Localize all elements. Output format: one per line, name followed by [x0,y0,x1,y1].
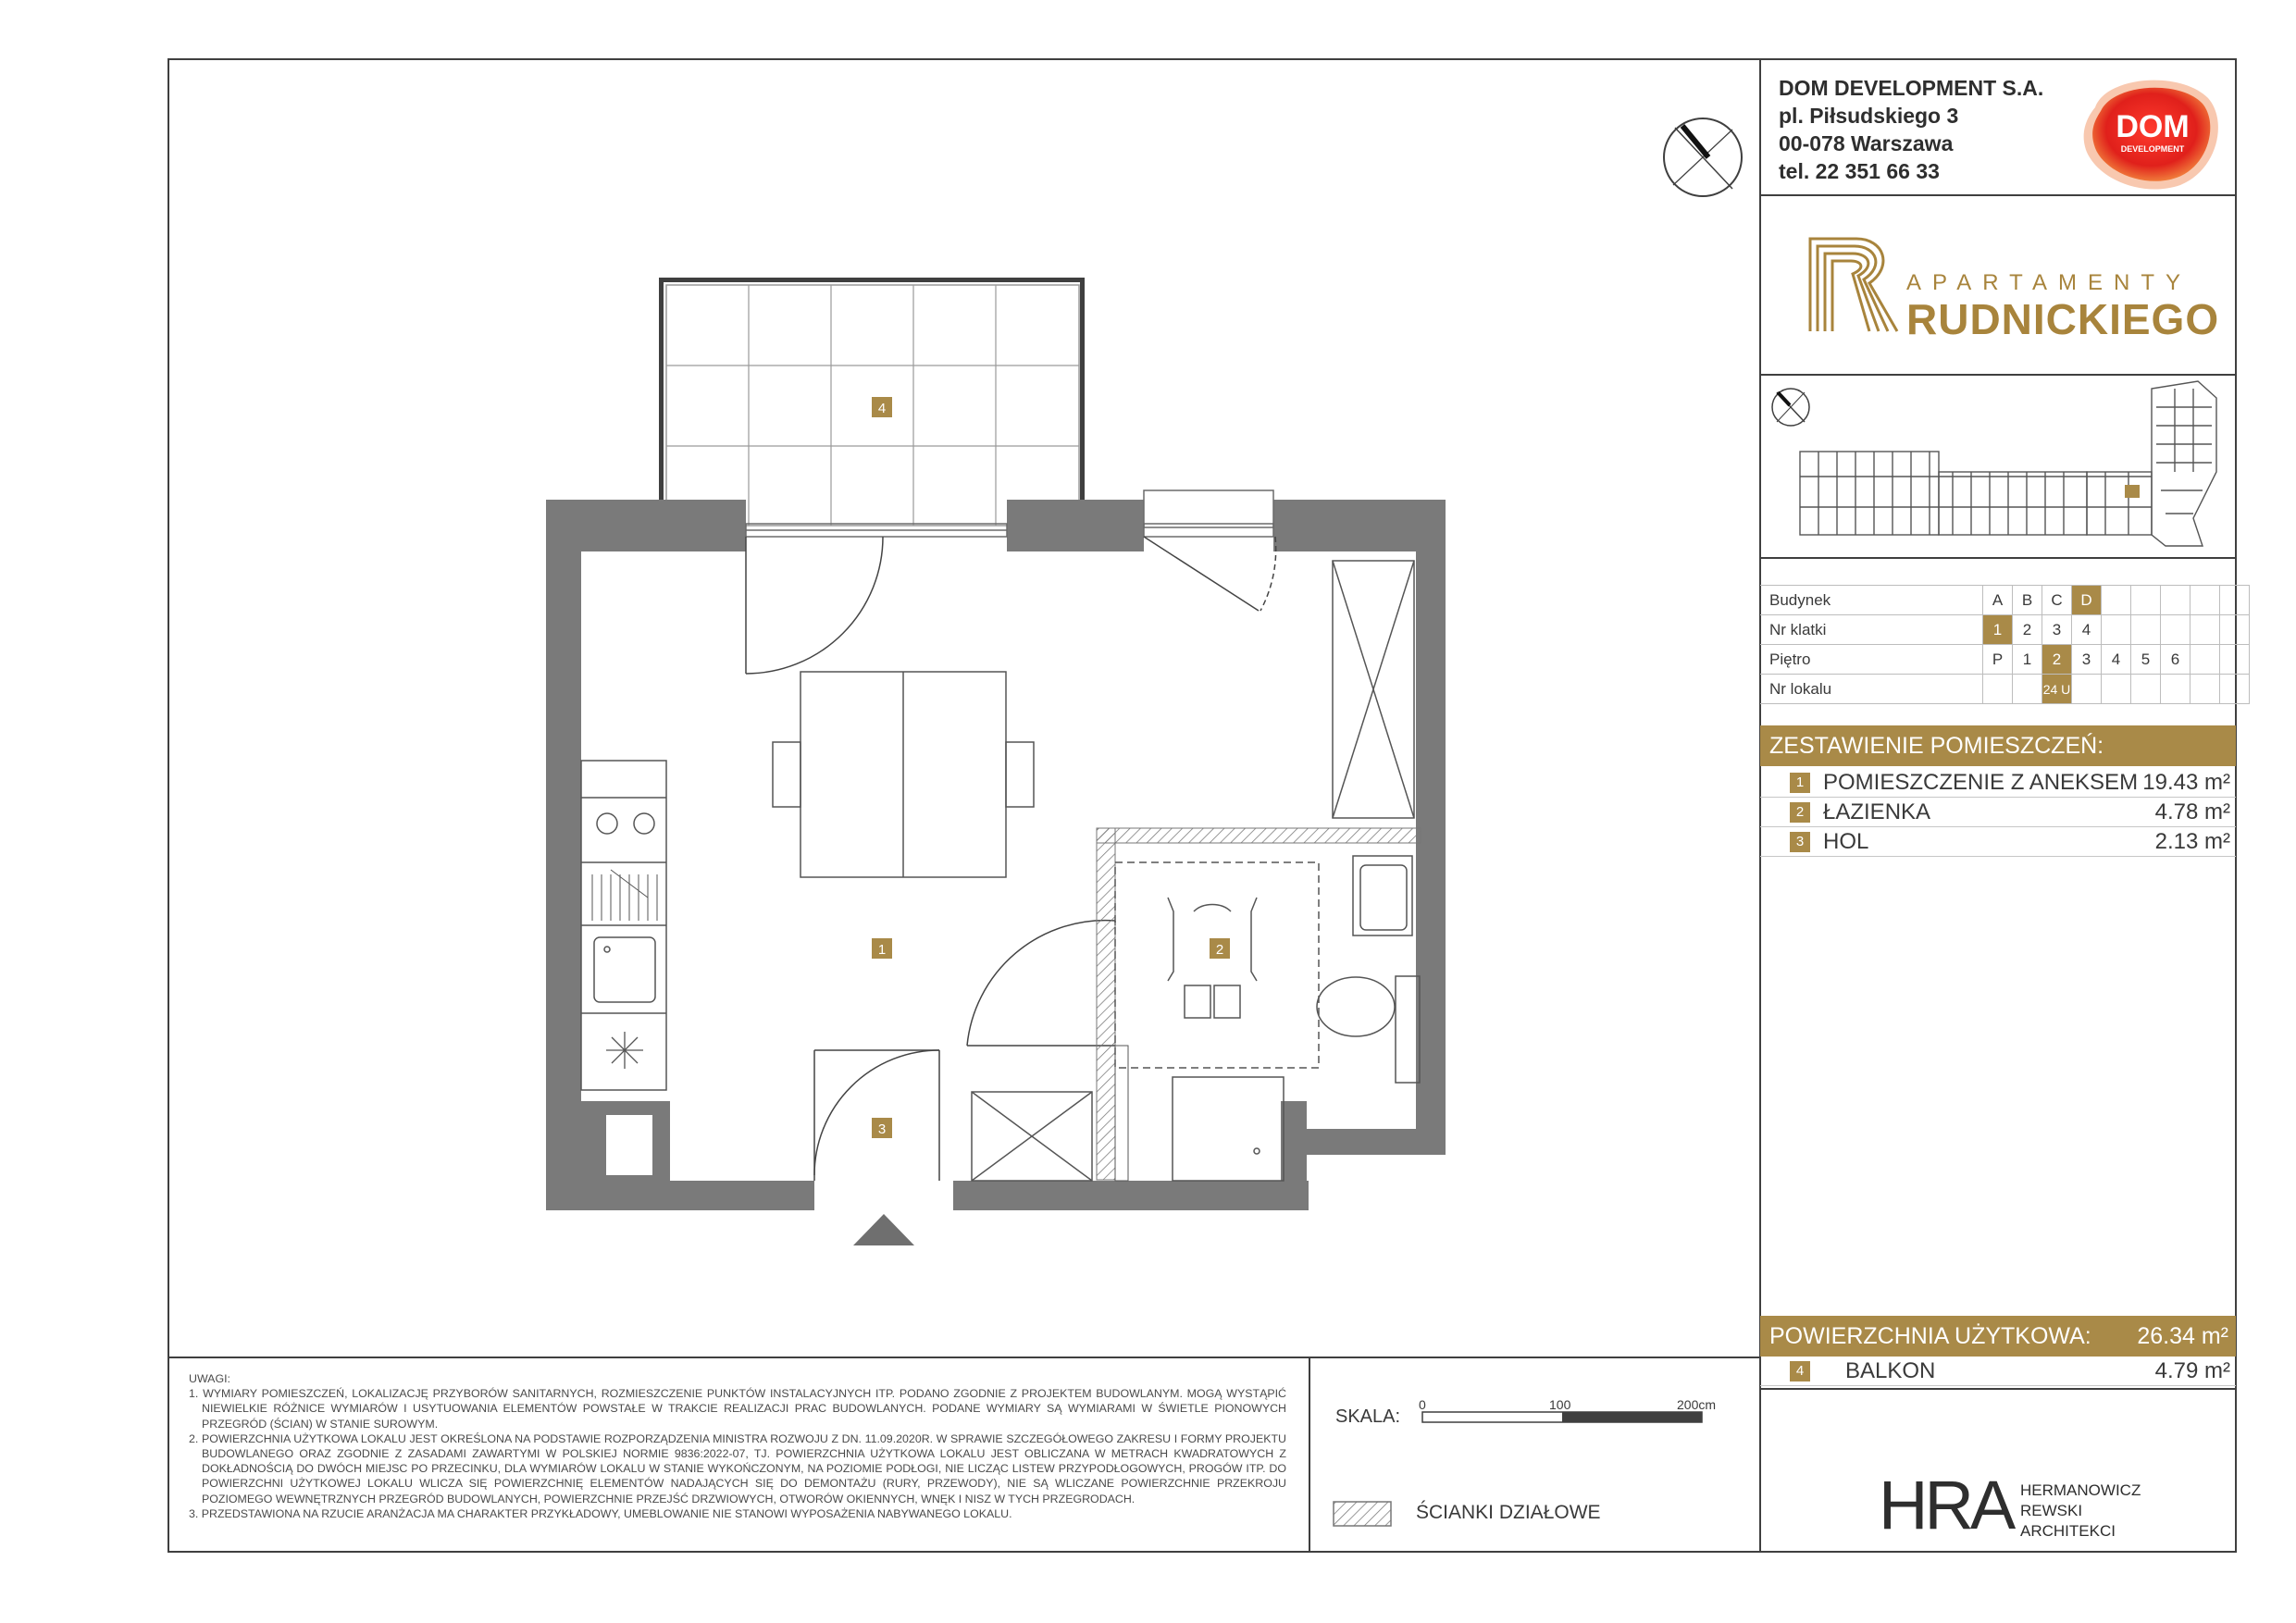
entrance-arrow-icon [853,1214,914,1245]
location-cell: 4 [2072,615,2102,645]
scale-bar [1422,1412,1702,1422]
location-cell: 24 U [2042,675,2072,704]
architect-line2: REWSKI [2020,1502,2083,1519]
kitchen-unit [581,761,666,1090]
plan-label-4: 4 [877,401,887,416]
note-2: 2. POWIERZCHNIA UŻYTKOWA LOKALU JEST OKREŚLONA NA PODSTAWIE ROZPORZĄDZENIA MINISTRA ROZWOJU Z DN. 11.09.2020R. W SPRAWIE SZCZEGÓŁOWEGO ZAKRESU I FORMY PROJEKTU BUDOWLANEGO ORAZ ZGODNIE Z ZASADAMI ZAWARTYMI W POLSKIEJ NORMIE 9836:2022-07, TJ. POWIERZCHNIA UŻYTKOWA LOKALU JEST OBLICZANA W METRACH KWADRATOWYCH Z DOKŁADNOŚCIĄ DO DWÓCH MIEJSC PO PRZECINKU, DLA WYMIARÓW LOKALU W STANIE WYKOŃCZONYM, NA POZIOMIE PODŁOGI, NIE LICZĄC LISTEW PRZYPODŁOGOWYCH, PROGÓW ITP. DO POWIERZCHNI UŻYTKOWEJ LOKALU WLICZA SIĘ POWIERZCHNIĘ ELEMENTÓW NADAJĄCYCH SIĘ DO DEMONTAŻU (RURY, PRZEWODY), NIE SĄ WLICZANE POWIERZCHNIE PRZEKROJU POZIOMEGO WEWNĘTRZNYCH PRZEGRÓD BUDOWLANYCH, POWIERZCHNIE PRZEJŚĆ DRZWIOWYCH, OTWORÓW OKIENNYCH, WNĘK I NISZ W TYCH PRZEGRODACH. [189,1431,1286,1505]
notes-block [189,1371,1286,1521]
location-row-label: Nr klatki [1760,615,1983,645]
partition-legend-swatch [1334,1502,1391,1526]
location-cell: C [2042,586,2072,615]
plan-label-1: 1 [877,942,887,958]
room-name: HOL [1823,829,1869,854]
architect-line3: ARCHITEKCI [2020,1522,2116,1540]
scale-tick-200: 200cm [1677,1397,1717,1412]
room-badge: 3 [1790,832,1810,852]
room-name: POMIESZCZENIE Z ANEKSEM [1823,770,2139,795]
project-logo-main: RUDNICKIEGO [1906,295,2220,343]
room-area: 2.13 m² [2154,829,2230,854]
plan-label-3: 3 [877,1121,887,1137]
wardrobe [1333,561,1414,818]
total-area-value: 26.34 m² [2137,1323,2228,1349]
note-3: 3. PRZEDSTAWIONA NA RZUCIE ARANŻACJA MA CHARAKTER PRZYKŁADOWY, UMEBLOWANIE NIE STANOWI WYPOSAŻENIA NABYWANEGO LOKALU. [189,1506,1012,1520]
balcony-badge: 4 [1790,1361,1810,1381]
plan-label-2: 2 [1215,942,1224,958]
company-phone: tel. 22 351 66 33 [1779,159,1940,183]
room-badge: 1 [1790,773,1810,793]
location-cell: D [2072,586,2102,615]
dom-logo-line1: DOM [2116,109,2190,144]
dom-logo-line2: DEVELOPMENT [2120,144,2185,154]
location-cell: 5 [2131,645,2161,675]
scale-tick-100: 100 [1549,1397,1571,1412]
location-cell: 2 [2013,615,2042,645]
architect-logo: HRA [1879,1467,2013,1543]
room-name: ŁAZIENKA [1823,799,1931,824]
total-area-label: POWIERZCHNIA UŻYTKOWA: [1769,1323,2091,1349]
location-cell: 1 [1983,615,2013,645]
company-city: 00-078 Warszawa [1779,131,1954,155]
room-area: 19.43 m² [2142,770,2230,795]
rooms-heading: ZESTAWIENIE POMIESZCZEŃ: [1760,725,2236,766]
location-cell: 4 [2102,645,2131,675]
company-name: DOM DEVELOPMENT S.A. [1779,76,2044,100]
room-badge: 2 [1790,802,1810,823]
partition-legend-label: ŚCIANKI DZIAŁOWE [1416,1502,1601,1523]
location-cell: A [1983,586,2013,615]
balcony-name: BALKON [1845,1358,1936,1383]
balcony-area: 4.79 m² [2154,1358,2230,1383]
location-cell: 6 [2161,645,2191,675]
location-cell: P [1983,645,2013,675]
note-1: 1. WYMIARY POMIESZCZEŃ, LOKALIZACJĘ PRZYBORÓW SANITARNYCH, ROZMIESZCZENIE PUNKTÓW INSTALACYJNYCH ITP. PODANO ZGODNIE Z PROJEKTEM BUDOWLANYM. MOGĄ WYSTĄPIĆ NIEWIELKIE RÓŻNICE WYMIARÓW I USYTUOWANIA ELEMENTÓW POWSTAŁE W TRAKCIE REALIZACJI PRAC BUDOWLANYCH. PODANE WYMIARY SĄ WYMIARAMI W ŚWIETLE PIONOWYCH PRZEGRÓD (ŚCIAN) W STANIE SUROWYM. [189,1387,1286,1431]
location-cell: 2 [2042,645,2072,675]
location-cell: B [2013,586,2042,615]
notes-title: UWAGI: [189,1372,230,1385]
location-row-label: Nr lokalu [1760,675,1983,704]
room-area: 4.78 m² [2154,799,2230,824]
scale-tick-0: 0 [1419,1397,1426,1412]
project-logo-top: APARTAMENTY [1906,270,2192,295]
door-swings [746,537,1276,1181]
north-arrow-icon [1664,118,1742,196]
architect-name [2020,1481,2141,1542]
location-cell: 3 [2072,645,2102,675]
dining-table [773,672,1034,877]
partition-walls [1097,828,1421,1180]
architect-line1: HERMANOWICZ [2020,1481,2141,1499]
location-cell: 1 [2013,645,2042,675]
exterior-walls [546,500,1446,1210]
scale-label: SKALA: [1335,1406,1401,1427]
location-row-label: Piętro [1760,645,1983,675]
location-cell: 3 [2042,615,2072,645]
company-street: pl. Piłsudskiego 3 [1779,104,1959,128]
location-row-label: Budynek [1760,586,1983,615]
